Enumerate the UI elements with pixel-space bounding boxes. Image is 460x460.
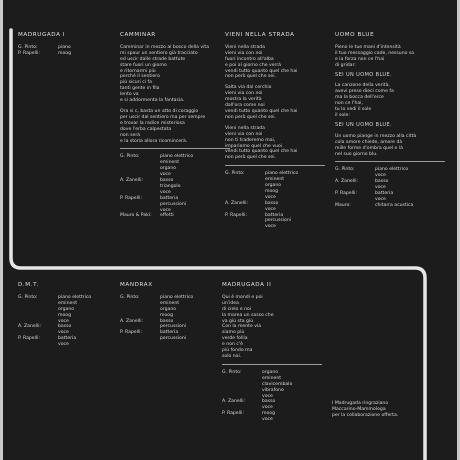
song-camminar [120,33,230,219]
credit-instrument: organo [160,166,177,172]
lyric-line: verde follia [222,336,248,342]
credit-instrument: eminent [262,375,282,381]
credit-instrument: basso [160,318,174,324]
credit-instrument: voce [58,318,69,324]
lyrics-verse [225,85,325,120]
credits-list [225,171,325,230]
credit-name: P. Rapelli: [120,195,142,201]
song-title: MADRUGADA II [222,282,272,288]
credit-instrument: piano elettrico [160,294,194,300]
credit-instrument: voce [375,185,386,191]
credit-name: G. Pinto: [222,369,242,375]
lyric-line: Camminar in mezzo al bosco della vita [120,44,210,50]
lyric-line: e non c'è [222,342,243,348]
credit-instrument: percussioni [160,336,187,342]
lyric-line: mi spaur un sentiero già tracciato [120,50,198,56]
credit-instrument: basso [375,179,389,185]
credit-instrument: organo [160,306,177,312]
song-title: MANDRAX [120,282,153,288]
credit-instrument: voce [160,172,171,178]
credit-instrument: eminent [160,300,180,306]
lyric-line: vieni via con noi [225,131,263,137]
lyrics-verse [120,109,230,144]
credit-name: P. Rapelli: [18,50,40,56]
lyric-line: di cielo e noi [222,306,252,312]
lyric-line: la marea un sasso che [222,312,274,318]
credit-name: G. Pinto: [18,294,38,300]
divider-rule [225,165,325,166]
credit-instrument: batteria [58,336,77,342]
lyric-line: siamo più [222,330,245,336]
lyric-line: non ti traderemo mai, [225,137,276,143]
lyric-line: ed uscir dalle strade battute [120,56,186,62]
acknowledgements [332,401,442,419]
song-vieni-nella-strada [225,33,325,230]
lyric-line: di gridar: [335,62,356,68]
lyrics-verse [222,295,322,360]
credit-name: A. Zanelli: [335,179,359,185]
song-madrugada-1 [18,33,98,57]
lyric-line: avevi preso dieci come fa [335,89,394,95]
credit-instrument: vibrafono [262,387,284,393]
credit-instrument: voce [265,194,276,200]
credit-instrument: voce [375,173,386,179]
refrain-line: SEI UN UOMO BLUE. [335,71,392,78]
credit-instrument: organo [58,306,75,312]
thanks-line: I Madrugada ringraziano [332,401,389,406]
credit-instrument: piano elettrico [265,171,299,177]
credit-name: P. Rapelli: [120,330,142,336]
credit-instrument: piano elettrico [375,167,409,173]
credit-instrument: effetti [160,213,174,219]
lyric-line: Qui è mondi e poi [222,294,263,300]
song-title: D.M.T. [18,282,39,288]
credit-name: P. Rapelli: [18,336,40,342]
credit-instrument: voce [262,417,273,423]
lyric-line: Pieno le tue mani d'intensità [335,44,401,50]
credit-name: Mauro: [335,202,351,208]
thanks-line: per la collaborazione offerta. [332,412,399,418]
lyric-line: e si addormenta la fantasia. [120,98,185,104]
lyric-line: nel suo giorno blu. [335,151,378,157]
lyric-line: più sicuri ci fa [120,80,152,86]
lyric-line: e la forza non ce l'hai [335,56,385,62]
credit-instrument: moog [58,312,72,318]
credit-instrument: percussioni [160,324,187,330]
credit-instrument: batteria [160,330,179,336]
credit-instrument: basso [265,200,279,206]
credit-name: A. Zanelli: [120,178,144,184]
credit-name: A. Zanelli: [120,318,144,324]
song-title: CAMMINAR [120,32,156,38]
lyric-line: più fondo ma [222,348,253,354]
credit-name: G. Pinto: [18,44,38,50]
lyric-line: vendi tutto quanto quel che hai [225,108,298,114]
credit-name: A. Zanelli: [222,399,246,405]
lyric-line: ma la bocca dell'erce [335,95,384,101]
credit-instrument: voce [160,189,171,195]
credit-instrument: voce [375,196,386,202]
credit-instrument: percussioni [160,201,187,207]
lyric-line: tanti gente in fila [120,86,160,92]
credit-name: G. Pinto: [120,154,140,160]
credit-instrument: basso [262,399,276,405]
credit-instrument: batteria [375,191,394,197]
song-madrugada-2 [222,283,322,423]
lyric-line: non però quel che sei. [225,74,276,80]
lyrics-verse [225,126,325,161]
lyric-line: solo noi. [222,353,242,359]
lyric-line: vendi tutto quanto quel che hai [225,68,298,74]
lyric-line: mille forme d'ombra quel e là [335,145,403,151]
lyric-line: il tuo messaggio cade, nessuno sa [335,50,415,56]
credit-name: G. Pinto: [225,171,245,177]
credit-instrument: voce [58,342,69,348]
divider-rule [120,148,230,149]
lyric-line: vieni via con noi [225,50,263,56]
credit-instrument: basso [160,178,174,184]
lyric-line: non ce l'hai, [335,101,363,107]
lyric-line: dall'ora come noi [225,103,265,109]
credit-instrument: voce [265,224,276,230]
credit-name: G. Pinto: [120,294,140,300]
credit-instrument: eminent [58,300,78,306]
credit-instrument: batteria [265,212,284,218]
lyric-line: Ora si c, basta un atto di coraggio [120,108,199,114]
lyric-line: vieni via con noi [225,91,263,97]
credit-instrument: chitarra acustica [375,202,414,208]
song-title: MADRUGADA I [18,32,66,38]
credit-instrument: voce [262,405,273,411]
credit-instrument: clavicembalo [262,381,293,387]
song-mandrax [120,283,215,342]
credit-instrument: eminent [265,177,285,183]
credits-list [335,167,445,208]
credit-instrument: piano elettrico [58,294,92,300]
lyric-line: Con la mente via [222,324,262,330]
lyric-line: fuori incontro all'alba [225,56,274,62]
credit-name: Mauro & Paki: [120,213,152,219]
lyric-line: cola amore chiede, amore dà [335,139,403,145]
credit-name: A. Zanelli: [18,324,42,330]
credit-instrument: moog [265,188,279,194]
lyric-line: La canzone della verità, [335,83,390,89]
lyric-line: stare fuori un giorno [120,62,167,68]
lyrics-verse [120,45,230,104]
refrain-line: SEI UN UOMO BLUE. [335,121,392,128]
lyric-line: non serà [120,132,141,138]
credit-instrument: voce [265,206,276,212]
lyrics-verse [335,134,445,158]
credit-instrument: piano [58,44,71,50]
credit-name: P. Rapelli: [335,191,357,197]
credit-instrument: piano elettrico [160,154,194,160]
lyric-line: lento va [120,92,139,98]
credit-instrument: triangolo [160,183,181,189]
lyric-line: perché il sentiero [120,74,160,80]
credits-list [18,45,98,57]
credit-instrument: organo [265,183,282,189]
lyric-line: vendi tutto quanto quel che hai [225,149,298,155]
lyric-line: Vieni nella strada [225,44,265,50]
lyric-line: e poi al giorno che verrà [225,62,282,68]
thanks-line: Maccarino-Mammolega [332,406,386,412]
lyric-line: per uscir dal sentiero ma per sempre [120,114,206,120]
credit-name: A. Zanelli: [225,200,249,206]
lyric-line: impariamo quel che vuoi [225,143,283,149]
credit-instrument: voce [160,207,171,213]
lyric-line: Un uomo piange in mezzo alla città [335,133,417,139]
lyric-line: tu lo vedi il sole [335,107,372,113]
credit-instrument: moog [262,411,276,417]
credits-list [120,295,215,342]
credit-name: P. Rapelli: [222,411,244,417]
divider-rule [335,161,445,162]
song-dmt [18,283,108,348]
credits-list [222,370,322,423]
lyric-line: e ritornarmi più [120,68,156,74]
lyric-line: Salta via dal cerchio [225,85,272,91]
credit-instrument: organo [262,369,279,375]
lyrics-verse [335,83,445,118]
song-uomo-blue [335,33,445,209]
credit-instrument: eminent [160,160,180,166]
credit-instrument: basso [58,324,72,330]
credits-list [120,154,230,219]
lyric-line: non però quel che sei. [225,155,276,161]
lyric-line: non però quel che sei. [225,114,276,120]
credit-instrument: moog [160,312,174,318]
divider-rule [222,364,322,365]
credit-instrument: percussioni [265,218,292,224]
credit-instrument: voce [58,330,69,336]
lyric-line: va giù sta giù [222,318,254,324]
lyrics-verse [335,45,445,69]
credit-instrument: moog [58,50,72,56]
credit-instrument: batteria [160,195,179,201]
lyric-line: il sole: [335,112,350,118]
lyric-line: e la storia allora ricomincerà. [120,138,188,144]
credit-instrument: voce [262,393,273,399]
song-title: UOMO BLUE [335,32,375,38]
lyric-line: dove l'erba calpestata [120,126,172,132]
credit-name: G. Pinto: [335,167,355,173]
lyrics-verse [225,45,325,80]
credits-list [18,295,108,348]
lyric-line: e trovar la radice misteriosa [120,120,185,126]
lyric-line: mostra la verità [225,97,262,103]
credit-name: P. Rapelli: [225,212,247,218]
lyric-line: un'idea [222,300,239,306]
song-title: VIENI NELLA STRADA [225,32,295,38]
lyric-line: Vieni nella strada [225,125,265,131]
